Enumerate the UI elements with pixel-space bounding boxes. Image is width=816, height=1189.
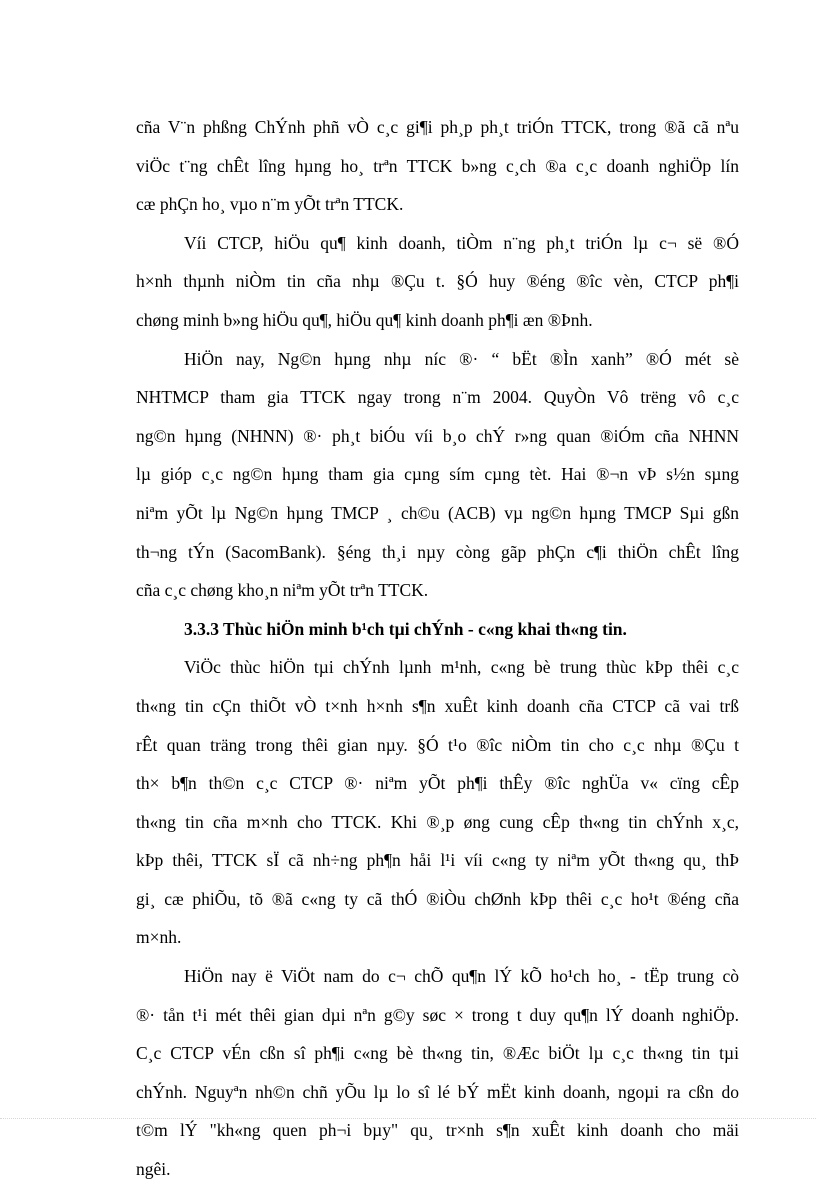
text-line: kÞp thêi, TTCK sÏ cã nh÷ng ph¶n håi l¹i víi c«ng ty niªm yÕt th«ng qu¸ thÞ: [136, 850, 739, 871]
text-line: cña V¨n phßng ChÝnh phñ vÒ c¸c gi¶i ph¸p ph¸t triÓn TTCK, trong ®ã cã nªu: [136, 117, 739, 137]
text-line: rÊt quan träng trong thêi gian nµy. §Ó t¹o ®îc niÒm tin cho c¸c nhµ ®Çu t: [136, 734, 739, 755]
body-text: [136, 108, 739, 1189]
text-line: th¬ng tÝn (SacomBank). §éng th¸i nµy còng gãp phÇn c¶i thiÖn chÊt lîng: [136, 541, 739, 562]
text-line: chøng minh b»ng hiÖu qu¶, hiÖu qu¶ kinh doanh ph¶i æn ®Þnh.: [136, 309, 593, 330]
text-line: th«ng tin cña m×nh cho TTCK. Khi ®¸p øng cung cÊp th«ng tin chÝnh x¸c,: [136, 811, 739, 832]
paragraph-start: ViÖc thùc hiÖn tµi chÝnh lµnh m¹nh, c«ng bè trung thùc kÞp thêi c¸c: [184, 657, 739, 678]
text-line: NHTMCP tham gia TTCK ngay trong n¨m 2004. QuyÒn Vô trëng vô c¸c: [136, 387, 739, 408]
section-heading: 3.3.3 Thùc hiÖn minh b¹ch tµi chÝnh - c«ng khai th«ng tin.: [184, 618, 627, 639]
text-line: gi¸ cæ phiÕu, tõ ®ã c«ng ty cã thÓ ®iÒu chØnh kÞp thêi c¸c ho¹t ®éng cña: [136, 888, 739, 909]
page-bottom-rule: [0, 1118, 816, 1119]
text-line: ngêi.: [136, 1159, 171, 1180]
text-line: t©m lÝ "kh«ng quen ph¬i bµy" qu¸ tr×nh s¶n xuÊt kinh doanh cho mäi: [136, 1120, 739, 1141]
paragraph-start: HiÖn nay ë ViÖt nam do c¬ chÕ qu¶n lÝ kÕ ho¹ch ho¸ - tËp trung cò: [184, 966, 739, 987]
text-line: cæ phÇn ho¸ vµo n¨m yÕt trªn TTCK.: [136, 194, 404, 215]
text-line: th«ng tin cÇn thiÕt vÒ t×nh h×nh s¶n xuÊt kinh doanh cña CTCP cã vai trß: [136, 695, 739, 716]
paragraph-start: Víi CTCP, hiÖu qu¶ kinh doanh, tiÒm n¨ng ph¸t triÓn lµ c¬ së ®Ó: [184, 232, 739, 253]
text-line: ng©n hµng (NHNN) ®· ph¸t biÓu víi b¸o chÝ r»ng quan ®iÓm cña NHNN: [136, 425, 739, 446]
text-line: cña c¸c chøng kho¸n niªm yÕt trªn TTCK.: [136, 580, 429, 601]
text-line: C¸c CTCP vÉn cßn sî ph¶i c«ng bè th«ng tin, ®Æc biÖt lµ c¸c th«ng tin tµi: [136, 1043, 739, 1064]
text-line: viÖc t¨ng chÊt lîng hµng ho¸ trªn TTCK b»ng c¸ch ®a c¸c doanh nghiÖp lín: [136, 155, 739, 176]
text-line: chÝnh. Nguyªn nh©n chñ yÕu lµ lo sî lé bÝ mËt kinh doanh, ngoµi ra cßn do: [136, 1081, 739, 1102]
paragraph-start: HiÖn nay, Ng©n hµng nhµ níc ®· “ bËt ®Ìn xanh” ®Ó mét sè: [184, 348, 739, 369]
text-line: h×nh thµnh niÒm tin cña nhµ ®Çu t. §Ó huy ®éng ®îc vèn, CTCP ph¶i: [136, 271, 739, 292]
text-line: lµ gióp c¸c ng©n hµng tham gia cµng sím cµng tèt. Hai ®¬n vÞ s½n sµng: [136, 464, 739, 485]
text-line: ®· tån t¹i mét thêi gian dµi nªn g©y søc × trong t duy qu¶n lÝ doanh nghiÖp.: [136, 1004, 739, 1025]
text-line: m×nh.: [136, 927, 182, 948]
text-line: niªm yÕt lµ Ng©n hµng TMCP ¸ ch©u (ACB) vµ ng©n hµng TMCP Sµi gßn: [136, 502, 739, 523]
text-line: th× b¶n th©n c¸c CTCP ®· niªm yÕt ph¶i thÊy ®îc nghÜa v« cïng cÊp: [136, 773, 739, 794]
